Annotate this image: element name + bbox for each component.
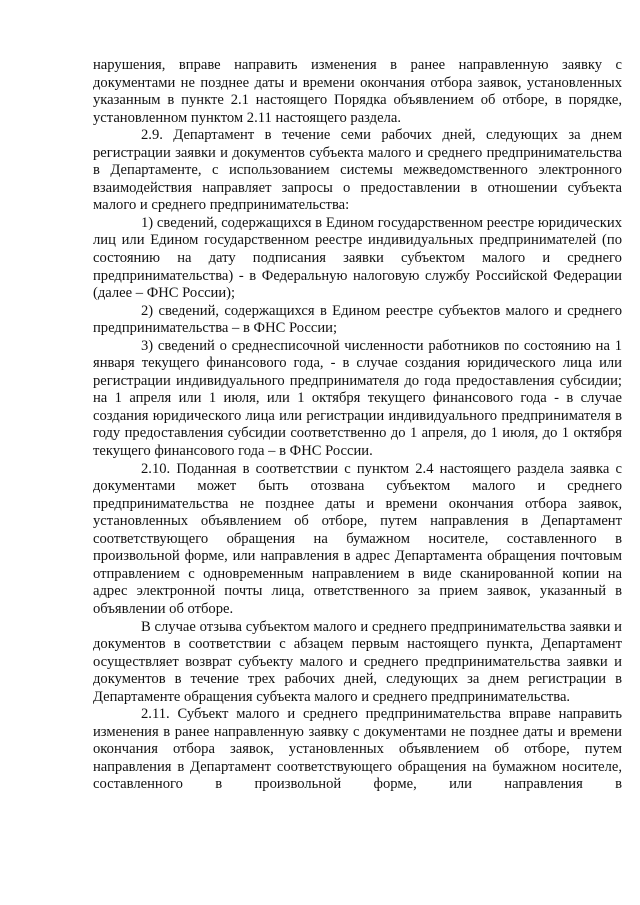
text-line: предоставления субсидии; на 1 апреля или 1 июля, или 1 октября текущего bbox=[93, 372, 622, 407]
text-line: 1) сведений, содержащихся в Едином государственном реестре bbox=[141, 214, 535, 231]
paragraph bbox=[93, 127, 622, 215]
paragraph bbox=[93, 215, 622, 303]
text-line: соответственно до 1 апреля, до 1 июля, до 1 октября текущего финансового bbox=[93, 425, 622, 460]
paragraph bbox=[93, 706, 622, 794]
text-line: 2.10. Поданная в соответствии с пунктом 2.4 настоящего раздела заявка bbox=[141, 460, 610, 477]
text-line: с документами может быть отозвана субъектом малого и среднего bbox=[93, 460, 623, 495]
text-line: на 1 января текущего финансового года, - в случае создания юридического bbox=[93, 337, 623, 372]
text-line: предпринимательства заявки и документов в течение трех рабочих дней, bbox=[93, 653, 622, 688]
text-line: В случае отзыва субъектом малого и среднего предпринимательства bbox=[141, 618, 566, 635]
text-line: финансового года - в случае создания юридического лица или регистрации bbox=[93, 390, 623, 424]
text-line: отборе, путем направления в Департамент соответствующего обращения на bbox=[93, 741, 622, 775]
text-line: документами не позднее даты и времени окончания отбора заявок, bbox=[93, 74, 522, 91]
text-line: малого и среднего предпринимательства) - в Федеральную налоговую службу bbox=[93, 250, 622, 284]
text-line: соответствующего обращения на бумажном носителе, составленного bbox=[93, 530, 597, 547]
text-line: заявки и документов в соответствии с абзацем первым настоящего пункта, bbox=[93, 618, 622, 653]
text-line: в произвольной форме, или направления в адрес Департамента обращения bbox=[93, 530, 622, 565]
text-line: предпринимательства: bbox=[209, 197, 350, 214]
text-line: индивидуального предпринимателя в году предоставления субсидии bbox=[93, 407, 622, 442]
text-line: нарушения, вправе направить изменения в ранее направленную заявку с bbox=[93, 57, 622, 73]
text-line: лица или регистрации индивидуального предпринимателя до года bbox=[93, 355, 622, 389]
text-line: среднего предпринимательства – в ФНС России; bbox=[93, 302, 622, 337]
text-line: следующих за днем регистрации в Департаменте обращения субъекта малого bbox=[93, 671, 622, 705]
text-line: 2.11. Субъект малого и среднего предпринимательства вправе bbox=[141, 706, 551, 723]
text-line: 2.9. Департамент в течение семи рабочих дней, следующих за днем bbox=[141, 127, 622, 144]
text-line: года – в ФНС России. bbox=[238, 443, 373, 460]
text-line: за прием заявок, указанный в объявлении об отборе. bbox=[93, 583, 622, 617]
text-line: предоставлении в отношении субъекта малого и среднего bbox=[93, 179, 622, 214]
document-body bbox=[93, 57, 622, 794]
text-line: и среднего предпринимательства. bbox=[361, 688, 571, 705]
text-line: бумажном носителе, составленного в произвольной форме, или направления в bbox=[93, 758, 623, 793]
paragraph bbox=[93, 619, 622, 707]
text-line: юридических лиц или Едином государственном реестре индивидуальных bbox=[93, 214, 622, 249]
text-line: регистрации заявки и документов субъекта малого и среднего bbox=[93, 144, 483, 161]
text-line: предпринимателей (по состоянию на дату подписания заявки субъектом bbox=[93, 232, 622, 267]
text-line: сканированной копии на адрес электронной почты лица, ответственного bbox=[93, 565, 622, 600]
text-line: предпринимательства не позднее даты и времени окончания отбора заявок, bbox=[93, 495, 622, 512]
text-line: установленных объявлением об отборе, путем направления в Департамент bbox=[93, 513, 622, 530]
text-line: 3) сведений о среднесписочной численности работников по состоянию bbox=[141, 337, 591, 354]
text-line: почтовым отправлением с одновременным направлением в виде bbox=[93, 548, 622, 582]
text-line: предпринимательства в Департаменте, с использованием системы bbox=[93, 144, 622, 179]
text-line: отборе, в порядке, установленном пунктом 2.11 настоящего раздела. bbox=[93, 92, 623, 126]
text-line: 2) сведений, содержащихся в Едином реестре субъектов малого и bbox=[141, 302, 562, 319]
text-line: Департамент осуществляет возврат субъекту малого и среднего bbox=[93, 636, 622, 670]
text-line: направить изменения в ранее направленную заявку с документами не позднее bbox=[93, 706, 622, 740]
paragraph bbox=[93, 57, 622, 127]
text-line: даты и времени окончания отбора заявок, установленных объявлением об bbox=[93, 723, 622, 758]
paragraph bbox=[93, 303, 622, 338]
paragraph bbox=[93, 461, 622, 619]
text-line: установленных указанным в пункте 2.1 настоящего Порядка объявлением об bbox=[93, 74, 622, 109]
paragraph bbox=[93, 338, 622, 461]
text-line: Российской Федерации (далее – ФНС России); bbox=[93, 267, 622, 302]
text-line: межведомственного электронного взаимодействия направляет запросы о bbox=[93, 162, 622, 196]
